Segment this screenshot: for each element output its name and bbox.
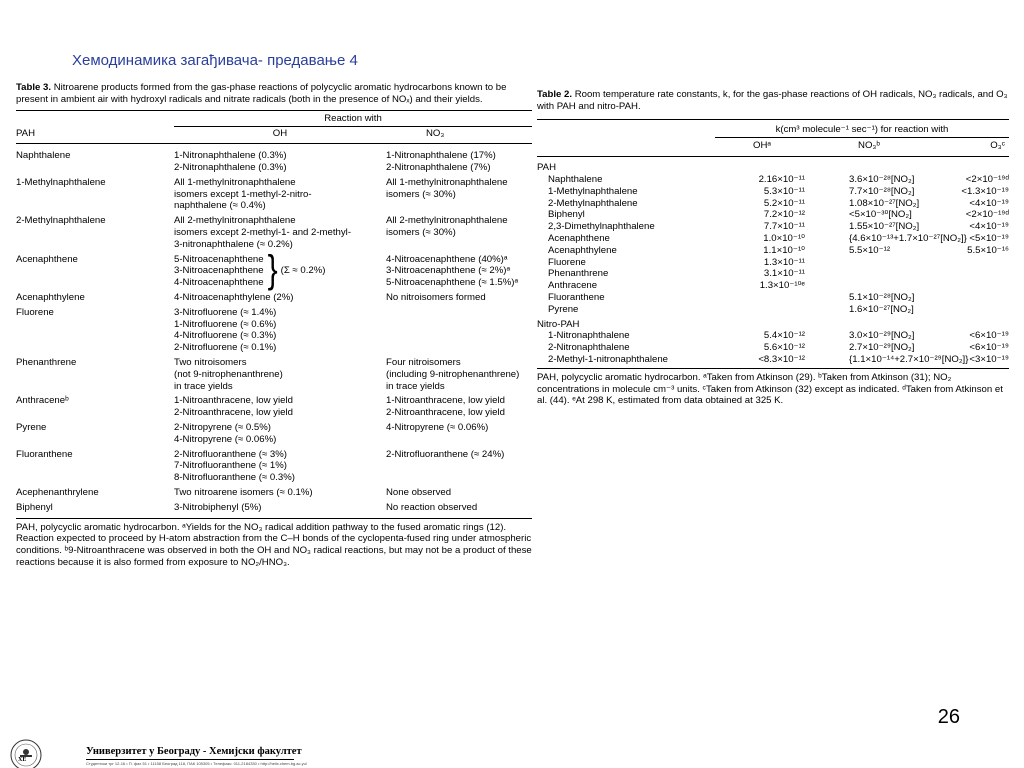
table3-cell-oh [174,249,386,293]
table2-cell-name: Fluorene [548,256,586,268]
table2-cell-o3 [929,280,1009,292]
table2-cell-oh: 7.7×10⁻¹¹ [763,221,805,233]
table2 [537,89,1009,407]
table3-cell-oh: 3-Nitrobiphenyl (5%) [174,501,262,513]
table2-cell-oh: 1.0×10⁻¹⁰ [763,232,805,244]
table2-cell-no3: 5.5×10⁻¹² [849,244,891,256]
table3-cell-oh: Two nitroisomers (not 9-nitrophenanthrene) in trace yields [174,356,283,392]
table2-cell-name: Phenanthrene [548,268,609,280]
table3-grid [16,111,532,517]
table2-bottom-rule [537,368,1009,369]
table2-cell-oh [715,304,809,316]
table3-header-row [16,128,532,140]
table3 [16,82,532,569]
table2-cell-no3: 1.08×10⁻²⁷[NO₂] [849,197,920,209]
table3-cell-no3: 2-Nitrofluoranthene (≈ 24%) [386,448,505,460]
table2-caption-text: Room temperature rate constants, k, for the gas-phase reactions of OH radicals, NO₃ radicals, and O₃ with PAH and nitro-PAH. [537,89,1008,112]
table2-cell-o3: <4×10⁻¹⁹ [969,197,1009,209]
table2-cell-name: 2,3-Dimethylnaphthalene [548,221,655,233]
table3-row [16,177,532,215]
table2-row [537,174,1009,186]
table2-footnote: PAH, polycyclic aromatic hydrocarbon. ᵃTaken from Atkinson (29). ᵇTaken from Atkinson (31); NO₂ concentrations in molecule cm⁻³ units. ᶜTaken from Atkinson (32) except as indicated. ᵈTaken from Atkinson et al. (44). ᵉAt 298 K, estimated from data obtained at 325 K. [537,371,1003,407]
table2-header-row [537,140,1009,152]
table3-cell-no3: 1-Nitronaphthalene (17%) 2-Nitronaphthalene (7%) [386,150,496,173]
table3-cell-pah: Fluorene [16,306,54,318]
table3-cell-no3: Four nitroisomers (including 9-nitrophenanthrene) in trace yields [386,356,520,392]
table2-grid [537,120,1009,366]
table2-cell-o3: <5×10⁻¹⁹ [969,232,1009,244]
table2-label: Table 2. [537,89,573,100]
table3-row [16,254,532,292]
table3-group-rule [174,126,532,127]
table2-row [537,209,1009,221]
slide-title: Хемодинамика загађивача- предавање 4 [72,52,358,69]
table3-caption [16,82,532,106]
table2-cell-oh: 5.2×10⁻¹¹ [763,197,805,209]
table2-cell-oh: 5.4×10⁻¹² [763,330,805,342]
table3-row [16,307,532,357]
table3-cell-pah: 2-Methylnaphthalene [16,215,106,227]
table3-cell-pah: Fluoranthene [16,448,73,460]
table2-cell-name: Biphenyl [548,209,585,221]
table2-cell-no3: 3.0×10⁻²⁹[NO₂] [849,330,915,342]
table3-cell-oh: 2-Nitropyrene (≈ 0.5%) 4-Nitropyrene (≈ 0.06%) [174,421,277,445]
table2-cell-name: Fluoranthene [548,291,605,303]
table2-group-name: Nitro-PAH [537,318,580,330]
table3-row [16,357,532,395]
footer-rule [86,759,294,760]
table2-cell-oh: 1.1×10⁻¹⁰ [763,244,805,256]
table3-cell-oh: 1-Nitroanthracene, low yield 2-Nitroanthracene, low yield [174,395,293,419]
table3-cell-oh: 1-Nitronaphthalene (0.3%) 2-Nitronaphthalene (0.3%) [174,150,287,173]
table2-col-o3: O₃ᶜ [990,140,1005,152]
table3-cell-oh: All 1-methylnitronaphthalene isomers except 1-methyl-2-nitro- naphthalene (≈ 0.4%) [174,176,312,212]
table2-cell-no3: 5.1×10⁻²⁸[NO₂] [849,291,915,303]
table2-row [537,330,1009,342]
table3-cell-oh: 2-Nitrofluoranthene (≈ 3%) 7-Nitrofluoranthene (≈ 1%) 8-Nitrofluoranthene (≈ 0.3%) [174,448,295,484]
table3-cell-no3 [386,307,532,357]
table3-cell-oh: 3-Nitrofluorene (≈ 1.4%) 1-Nitrofluorene (≈ 0.6%) 4-Nitrofluorene (≈ 0.3%) 2-Nitrofluorene (≈ 0.1%) [174,306,277,354]
table3-row [16,292,532,307]
table3-cell-oh-sum: (Σ ≈ 0.2%) [280,265,326,277]
table3-cell-oh: Two nitroarene isomers (≈ 0.1%) [174,486,313,498]
table3-col-pah: PAH [16,128,36,140]
table3-header-rule [16,143,532,144]
table2-cell-no3 [809,280,929,292]
table2-group-row [537,316,1009,331]
table2-cell-no3: {4.6×10⁻¹³+1.7×10⁻²⁷[NO₂]} [849,232,967,244]
table2-cell-oh [715,292,809,304]
table3-footnote: PAH, polycyclic aromatic hydrocarbon. ᵃYields for the NO₃ radical addition pathway to the fused aromatic rings (12). Reaction expected to proceed by H-atom abstraction from the C–H bonds of the cyclopenta-fused ring under atmospheric conditions. ᵇ9-Nitroanthracene was observed in both the OH and NO₃ radical reactions, but may not be a product of these reactions because it is also formed from exposure to NO₂/HNO₃. [16,521,532,568]
table2-row [537,257,1009,269]
table3-cell-no3: 4-Nitroacenaphthene (40%)ᵃ 3-Nitroacenaphthene (≈ 2%)ᵃ 5-Nitroacenaphthene (≈ 1.5%)ᵃ [386,253,519,289]
table2-cell-no3: 1.6×10⁻²⁷[NO₂] [849,303,914,315]
table2-cell-name: 2-Methylnaphthalene [548,197,638,209]
table2-cell-oh: <8.3×10⁻¹² [758,353,805,365]
table3-cell-no3: 4-Nitropyrene (≈ 0.06%) [386,421,489,433]
table2-caption [537,89,1009,113]
table2-cell-o3: <2×10⁻¹⁹ᵈ [965,209,1009,221]
table2-cell-oh: 7.2×10⁻¹² [763,209,805,221]
table2-cell-name: Naphthalene [548,173,603,185]
table3-cell-no3: No nitroisomers formed [386,291,486,303]
university-name: Универзитет у Београду - Хемијски факултет [86,746,302,757]
table2-row [537,221,1009,233]
table3-cell-pah: Anthraceneᵇ [16,395,69,407]
table2-cell-no3 [809,268,929,280]
table3-bottom-rule [16,518,532,519]
table2-cell-oh: 5.6×10⁻¹² [763,342,805,354]
table2-cell-no3: <5×10⁻³⁰[NO₂] [849,209,912,221]
table3-caption-text: Nitroarene products formed from the gas-phase reactions of polycyclic aromatic hydrocarbons known to be present in ambient air with hydroxyl radicals and nitrate radicals (both in the presence of NOₓ) and their yields. [16,82,507,105]
table3-group-header: Reaction with [324,112,382,124]
seal-letters: ХЕ [18,757,27,763]
university-address: Студентски трг 12-16 • П. фах 51 • 11158 Београд 118, ПАК 105305 • Телефакс: 011-2184330 • http://helix.chem.bg.ac.yu/ [86,761,307,766]
brace-icon: } [267,249,278,293]
page-number: 26 [937,706,960,728]
table2-cell-oh: 1.3×10⁻¹¹ [763,256,805,268]
table2-cell-oh: 2.16×10⁻¹¹ [758,173,805,185]
table3-cell-no3: All 1-methylnitronaphthalene isomers (≈ 30%) [386,176,508,200]
table2-row [537,354,1009,366]
table3-row [16,215,532,253]
table2-body [537,159,1009,366]
university-seal-icon [4,735,48,768]
table3-cell-pah: Acephenanthrylene [16,486,99,498]
table3-cell-pah: Acenaphthylene [16,291,85,303]
table2-cell-name: Pyrene [548,303,579,315]
table3-row [16,150,532,177]
table2-group-name: PAH [537,162,557,174]
table2-col-no3: NO₃ᵇ [858,140,880,152]
table2-cell-o3: <6×10⁻¹⁹ [969,342,1009,354]
table2-row [537,198,1009,210]
table2-row [537,292,1009,304]
table2-row [537,280,1009,292]
table2-group-rule [715,137,1009,138]
table2-cell-o3 [929,268,1009,280]
table3-cell-pah: 1-Methylnaphthalene [16,176,106,188]
table3-cell-no3: No reaction observed [386,501,478,513]
table2-cell-o3: <6×10⁻¹⁹ [969,330,1009,342]
table2-cell-name: 2-Methyl-1-nitronaphthalene [548,353,668,365]
table3-row [16,395,532,422]
table2-cell-no3: 1.55×10⁻²⁷[NO₂] [849,221,920,233]
table2-cell-name: 1-Methylnaphthalene [548,185,638,197]
table2-cell-name: 2-Nitronaphthalene [548,342,630,354]
table2-cell-no3: 2.7×10⁻²⁹[NO₂] [849,342,915,354]
table3-group-header-row [16,111,532,125]
table3-cell-pah: Naphthalene [16,150,71,162]
table2-row [537,304,1009,316]
table3-cell-oh: All 2-methylnitronaphthalene isomers except 2-methyl-1- and 2-methyl- 3-nitronaphthalene (≈ 0.2%) [174,215,352,250]
table2-cell-no3: 7.7×10⁻²⁸[NO₂] [849,185,915,197]
table2-row [537,233,1009,245]
table2-cell-no3: {1.1×10⁻¹⁴+2.7×10⁻²⁹[NO₂]} [849,353,969,365]
table2-cell-oh: 1.3×10⁻¹⁰ᵉ [759,280,805,292]
table3-cell-no3: 1-Nitroanthracene, low yield 2-Nitroanthracene, low yield [386,395,505,419]
table3-cell-oh: 4-Nitroacenaphthylene (2%) [174,291,294,303]
table2-cell-oh: 5.3×10⁻¹¹ [763,185,805,197]
table2-cell-o3: <2×10⁻¹⁹ᵈ [965,173,1009,185]
table2-row [537,268,1009,280]
table3-row [16,487,532,502]
table3-row [16,502,532,517]
table3-col-no3: NO₃ [426,128,445,140]
table2-cell-o3 [929,257,1009,269]
table2-cell-oh: 3.1×10⁻¹¹ [763,268,805,280]
table2-cell-o3 [929,292,1009,304]
table3-cell-pah: Phenanthrene [16,356,77,368]
table2-cell-o3: 5.5×10⁻¹⁶ [967,244,1009,256]
table2-col-oh: OHᵃ [753,140,771,152]
table2-cell-no3: 3.6×10⁻²⁸[NO₂] [849,173,915,185]
table2-cell-o3: <1.3×10⁻¹⁹ [961,185,1009,197]
table3-cell-pah: Acenaphthene [16,253,78,265]
table2-header-rule [537,156,1009,157]
table2-row [537,186,1009,198]
table3-cell-oh-text: 5-Nitroacenaphthene 3-Nitroacenaphthene 4-Nitroacenaphthene [174,253,264,289]
table3-cell-no3: None observed [386,486,452,498]
table2-group-header-row [537,120,1009,136]
table2-cell-o3 [929,304,1009,316]
table2-cell-no3 [809,257,929,269]
table2-group-row [537,159,1009,174]
table3-row [16,449,532,487]
table2-row [537,245,1009,257]
table2-cell-name: Acenaphthene [548,232,610,244]
table3-body [16,150,532,516]
table3-cell-pah: Pyrene [16,421,47,433]
footer [0,735,320,768]
table3-cell-pah: Biphenyl [16,501,53,513]
table3-cell-no3: All 2-methylnitronaphthalene isomers (≈ 30%) [386,215,508,238]
table2-group-header: k(cm³ molecule⁻¹ sec⁻¹) for reaction with [775,123,949,135]
table3-row [16,422,532,449]
table2-cell-o3: <4×10⁻¹⁹ [969,221,1009,233]
table2-cell-name: Anthracene [548,280,598,292]
table3-label: Table 3. [16,82,52,93]
table2-cell-name: Acenaphthylene [548,244,617,256]
table2-cell-name: 1-Nitronaphthalene [548,330,630,342]
table2-row [537,342,1009,354]
table3-col-oh: OH [272,128,288,140]
table2-cell-o3: <3×10⁻¹⁹ [969,353,1009,365]
